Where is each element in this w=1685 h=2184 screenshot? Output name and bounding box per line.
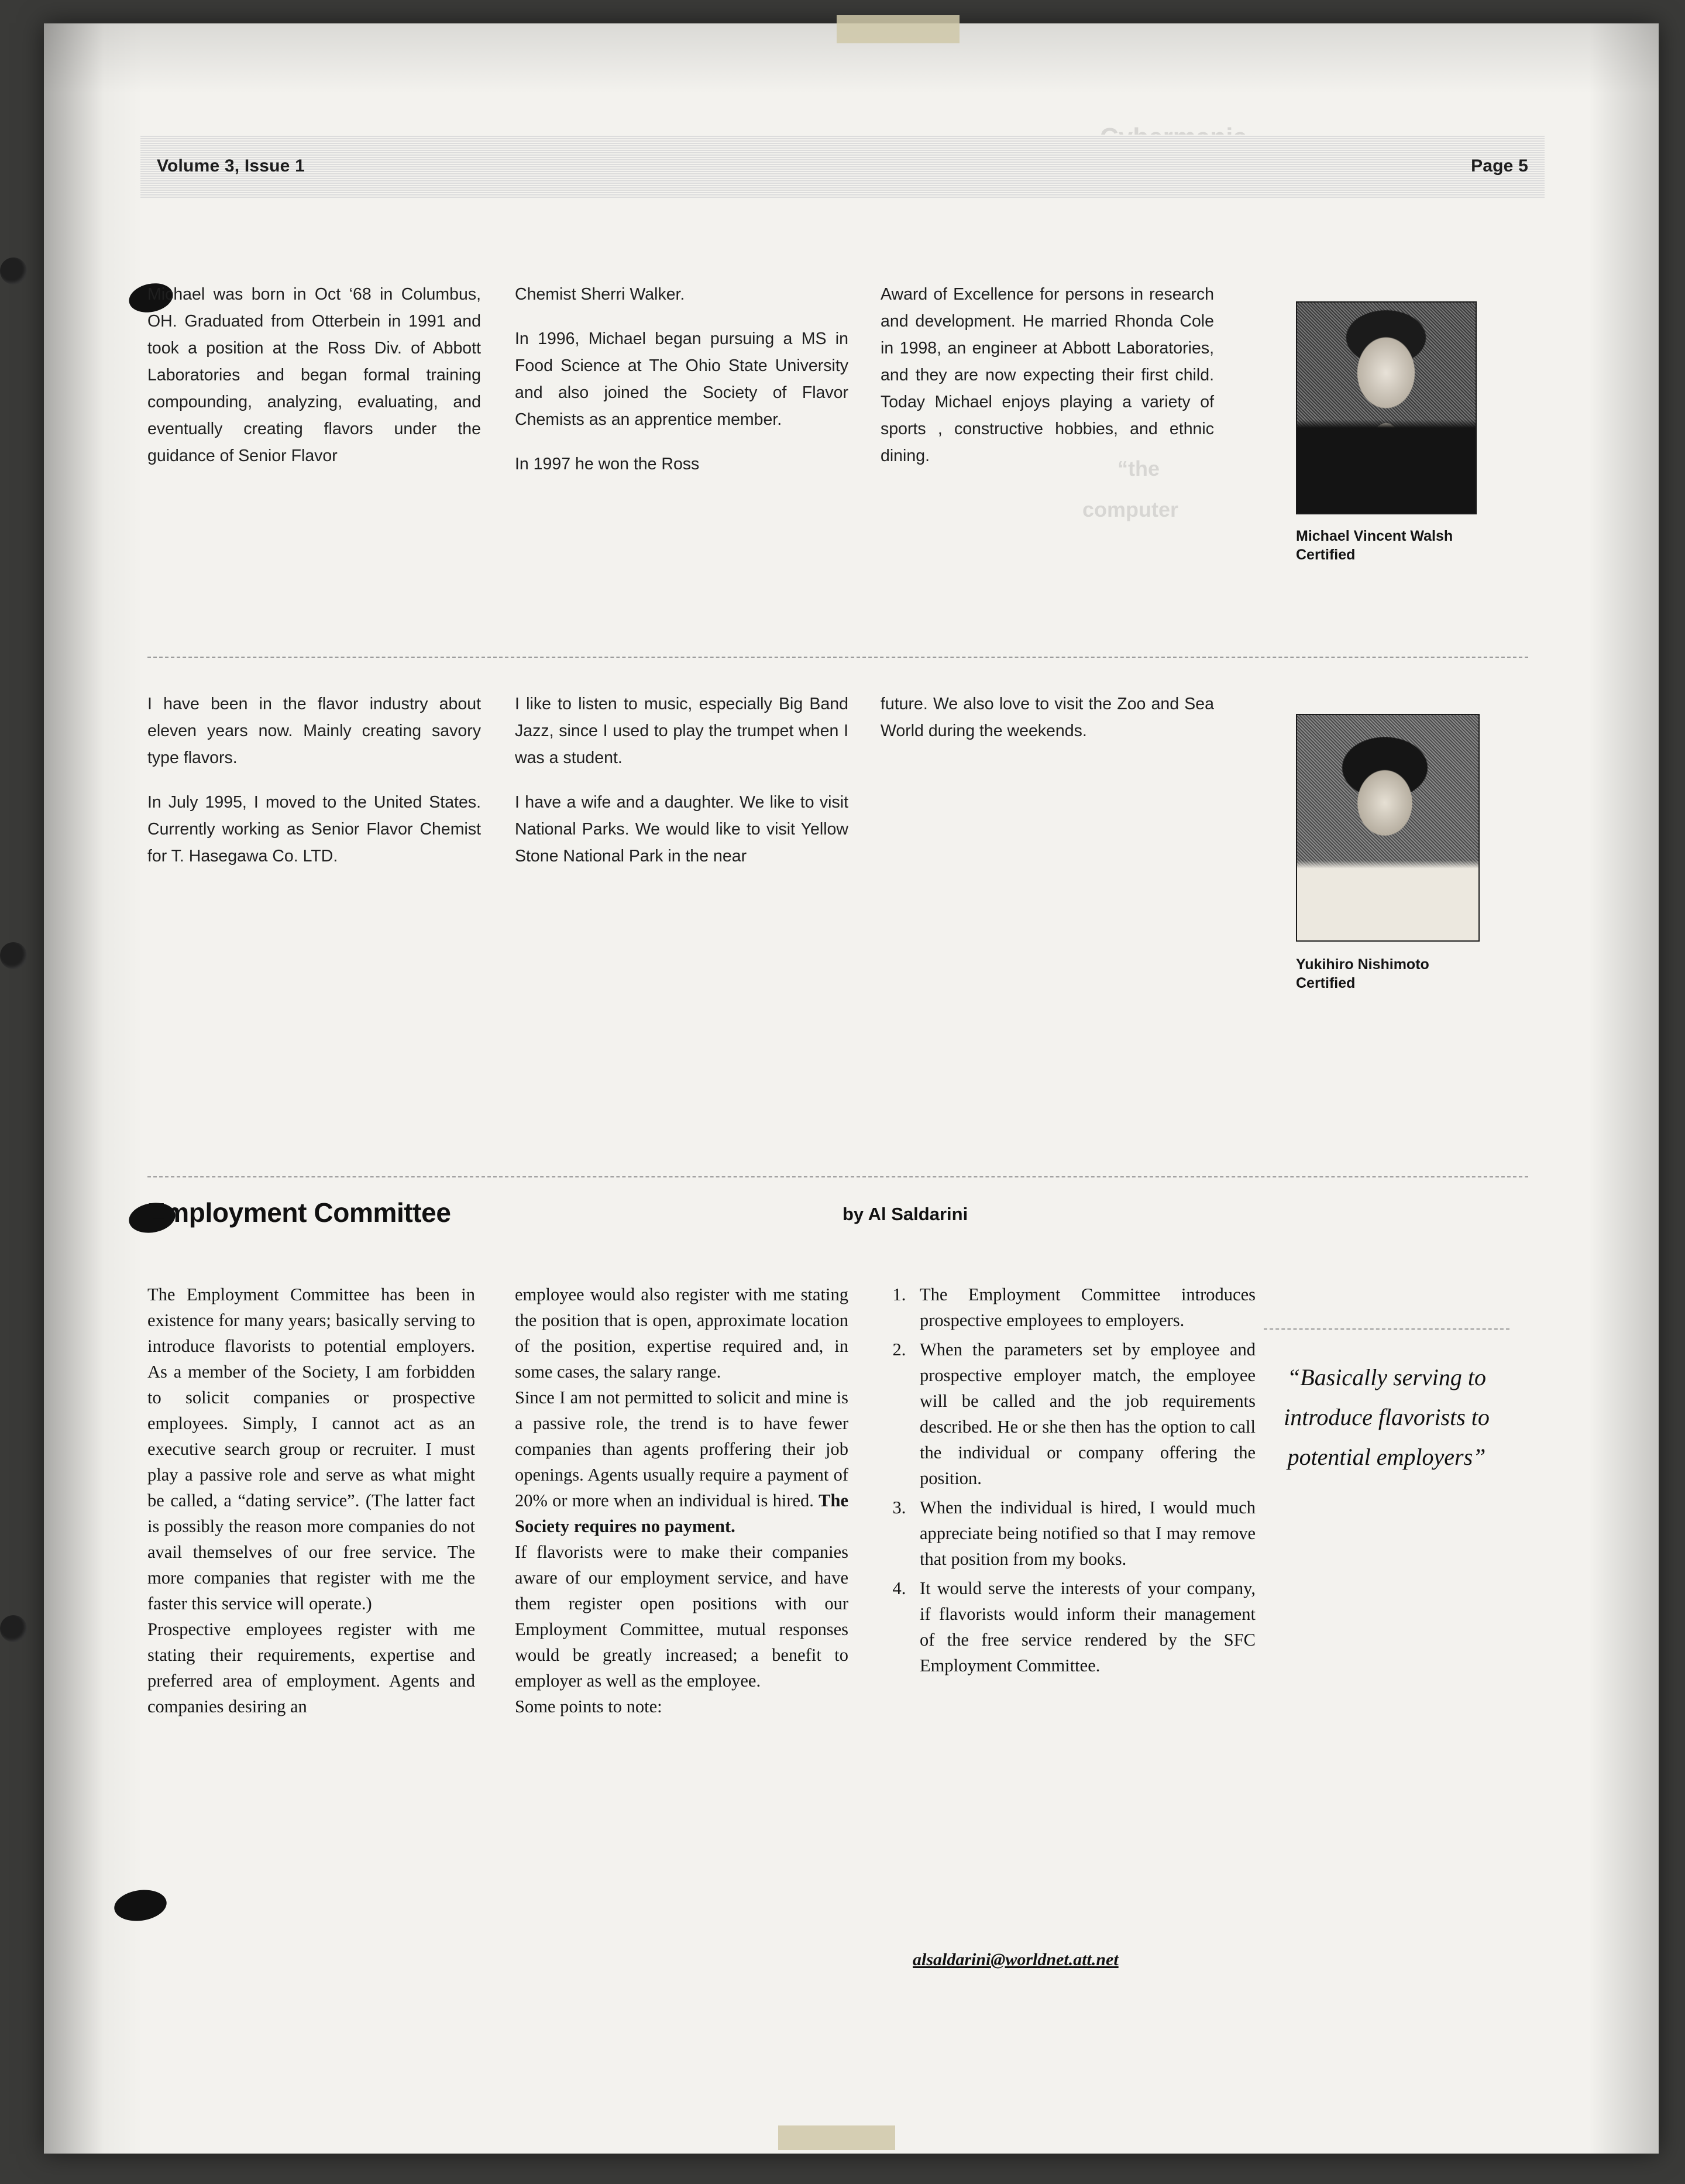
article-column-1 <box>147 1282 475 1719</box>
running-head <box>140 135 1545 198</box>
bio-2-column-2 <box>515 691 848 870</box>
portrait-photo-michael-walsh <box>1296 301 1477 514</box>
bio-1-column-3 <box>881 281 1214 469</box>
divider <box>147 657 1528 658</box>
portrait-image <box>1297 303 1476 513</box>
paragraph: In 1997 he won the Ross <box>515 455 700 473</box>
paragraph: future. We also love to visit the Zoo and Sea World during the weekends. <box>881 695 1214 740</box>
paragraph: I have been in the flavor industry about eleven years now. Mainly creating savory type flavors. <box>147 695 481 767</box>
article-byline: by Al Saldarini <box>842 1204 968 1224</box>
bio-2-column-1 <box>147 691 481 870</box>
list-item: 1. The Employment Committee introduces prospective employees to employers. <box>910 1282 1256 1333</box>
page-content <box>135 123 1550 2054</box>
caption-status: Certified <box>1296 975 1356 991</box>
paragraph: Prospective employees register with me stating their requirements, expertise and preferred area of employment. Agents and companies desiring an <box>147 1619 475 1716</box>
bio-2-column-3 <box>881 691 1214 744</box>
article-column-2 <box>515 1282 848 1719</box>
caption-name: Yukihiro Nishimoto <box>1296 956 1429 973</box>
photo-caption-michael-walsh <box>1296 527 1542 564</box>
paragraph: I have a wife and a daughter. We like to visit National Parks. We would like to visit Yellow Stone National Park in the near <box>515 793 848 866</box>
bio-1-column-1 <box>147 281 481 469</box>
email-link[interactable]: alsaldarini@worldnet.att.net <box>913 1950 1119 1969</box>
bio-1-column-2 <box>515 281 848 478</box>
tape-mark-bottom <box>778 2125 895 2150</box>
paragraph: I like to listen to music, especially Big Band Jazz, since I used to play the trumpet when I was a student. <box>515 695 848 767</box>
hole-punch <box>0 942 27 969</box>
pullquote: “Basically serving to introduce flavorists to potential employers” <box>1284 1364 1490 1470</box>
paragraph: employee would also register with me stating the position that is open, approximate location of the position, expertise required and, in some cases, the salary range. <box>515 1285 848 1382</box>
hole-punch <box>0 257 27 284</box>
photo-caption-yukihiro-nishimoto <box>1296 955 1542 993</box>
paragraph: Chemist Sherri Walker. <box>515 285 685 304</box>
hole-punch <box>0 1615 27 1642</box>
list-item: 3. When the individual is hired, I would much appreciate being notified so that I may remove that position from my books. <box>910 1495 1256 1572</box>
portrait-image <box>1297 715 1478 940</box>
paragraph: If flavorists were to make their companies aware of our employment service, and have them register open positions with our Employment Committee, mutual responses would be greatly increased; a benefit to employer as well as the employee. <box>515 1542 848 1691</box>
volume-issue-label: Volume 3, Issue 1 <box>157 156 305 176</box>
paragraph: Michael was born in Oct ‘68 in Columbus, OH. Graduated from Otterbein in 1991 and took a position at the Ross Div. of Abbott Laboratories and began formal training compounding, analyzing, evaluating, and eventually creating flavors under the guidance of Senior Flavor <box>147 285 481 465</box>
paragraph <box>515 1385 848 1539</box>
list-item: 4. It would serve the interests of your company, if flavorists would inform their management of the free service rendered by the SFC Employment Committee. <box>910 1575 1256 1678</box>
caption-status: Certified <box>1296 547 1356 563</box>
tape-mark-top <box>837 15 960 43</box>
page-number-label: Page 5 <box>1471 156 1528 176</box>
list-item: 2. When the parameters set by employee and prospective employer match, the employee will be called and the job requirements described. He or she then has the option to call the individual or company offering the position. <box>910 1337 1256 1491</box>
paragraph-text: Since I am not permitted to solicit and mine is a passive role, the trend is to have fewer companies than agents proffering their job openings. Agents usually require a payment of 20% or more when an individual is hired. <box>515 1388 848 1510</box>
paragraph: The Employment Committee has been in existence for many years; basically serving to introduce flavorists to potential employers. As a member of the Society, I am forbidden to solicit companies or prospective employees. Simply, I cannot act as an executive search group or recruiter. I must play a passive role and serve as what might be called, a “dating service”. (The latter fact is possibly the reason more companies do not avail themselves of our free service. The more companies that register with me the faster this service will operate.) <box>147 1285 475 1613</box>
article-points-list <box>878 1282 1256 1682</box>
paragraph: Some points to note: <box>515 1697 662 1716</box>
paragraph-bold: The Society requires no payment. <box>515 1491 848 1536</box>
divider <box>147 1176 1528 1177</box>
article-title: Employment Committee <box>147 1197 451 1228</box>
bleedthrough-line: computer <box>1082 497 1179 521</box>
caption-name: Michael Vincent Walsh <box>1296 528 1453 544</box>
portrait-photo-yukihiro-nishimoto <box>1296 714 1480 942</box>
bleedthrough-line: “the <box>1117 456 1160 480</box>
pullquote-divider <box>1264 1328 1509 1330</box>
paragraph: In 1996, Michael began pursuing a MS in Food Science at The Ohio State University and also joined the Society of Flavor Chemists as an apprentice member. <box>515 329 848 429</box>
article-header <box>135 1197 1550 1238</box>
paragraph: Award of Excellence for persons in research and development. He married Rhonda Cole in 1998, an engineer at Abbott Laboratories, and they are now expecting their first child. Today Michael enjoys playing a variety of sports , constructive hobbies, and ethnic dining. <box>881 285 1214 465</box>
paragraph: In July 1995, I moved to the United States. Currently working as Senior Flavor Chemist for T. Hasegawa Co. LTD. <box>147 793 481 866</box>
